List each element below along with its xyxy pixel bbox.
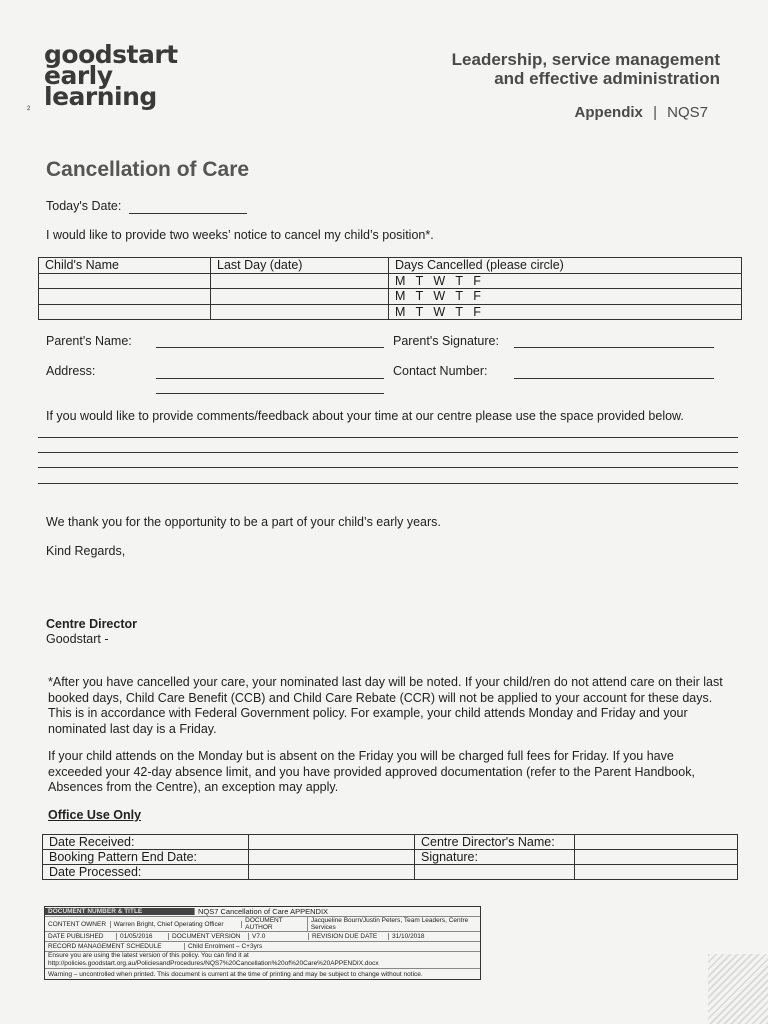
- signature-label: Signature:: [415, 850, 575, 865]
- header-line-2: and effective administration: [494, 69, 720, 88]
- revision-label: REVISION DUE DATE: [309, 933, 389, 940]
- footer-row-dates: [45, 932, 480, 942]
- version-value: V7.0: [249, 933, 309, 940]
- last-day-cell[interactable]: [211, 273, 389, 289]
- empty-cell: [415, 865, 575, 880]
- days-cell[interactable]: M T W T F: [389, 289, 742, 305]
- parents-name-label: Parent's Name:: [46, 334, 132, 348]
- corner-decoration: [708, 954, 768, 1024]
- doc-number-value: NQS7 Cancellation of Care APPENDIX: [198, 907, 329, 916]
- contact-number-field[interactable]: [514, 378, 714, 379]
- doc-number-label: DOCUMENT NUMBER & TITLE: [45, 908, 195, 915]
- booking-end-label: Booking Pattern End Date:: [43, 850, 249, 865]
- feedback-prompt: If you would like to provide comments/feedback about your time at our centre please use the space provided below.: [46, 409, 684, 423]
- child-name-cell[interactable]: [39, 273, 211, 289]
- header-line-1: Leadership, service management: [451, 50, 720, 69]
- warning-text: Warning – uncontrolled when printed. This document is current at the time of printing and may be subject to change without notice.: [48, 970, 423, 978]
- author-value: Jacqueline Bourn/Justin Peters, Team Leaders, Centre Services: [310, 917, 469, 931]
- office-use-table: [42, 834, 738, 880]
- date-received-label: Date Received:: [43, 835, 249, 850]
- feedback-line-4[interactable]: [38, 483, 738, 484]
- parents-signature-label: Parent's Signature:: [393, 334, 499, 348]
- director-org: Goodstart -: [46, 632, 109, 646]
- appendix-label: [575, 104, 708, 121]
- table-row: [39, 289, 742, 305]
- table-row: [43, 865, 738, 880]
- version-label: DOCUMENT VERSION: [169, 933, 249, 940]
- logo-mark: ²: [27, 105, 31, 116]
- table-row: [39, 273, 742, 289]
- date-processed-field[interactable]: [249, 865, 415, 880]
- feedback-line-2[interactable]: [38, 452, 738, 453]
- signature-field[interactable]: [575, 850, 738, 865]
- appendix-code: NQS7: [667, 104, 708, 121]
- logo-line-1: goodstart: [44, 40, 178, 69]
- table-row: [39, 304, 742, 320]
- feedback-line-3[interactable]: [38, 467, 738, 468]
- director-title: Centre Director: [46, 617, 137, 631]
- goodstart-logo: [44, 40, 178, 111]
- logo-line-3: learning: [44, 82, 157, 111]
- note-1: *After you have cancelled your care, your nominated last day will be noted. If your child/ren do not attend care on their last booked days, Child Care Benefit (CCB) and Child Care Rebate (CCR) will not be applied to your account for these days. This is in accordance with Federal Government policy. For example, your child attends Monday and Friday and your nominated last day is a Friday.: [48, 675, 723, 736]
- owner-value: Warren Bright, Chief Operating Officer: [111, 921, 243, 928]
- footer-row-warning: [45, 969, 480, 979]
- footer-row-schedule: [45, 942, 480, 952]
- booking-end-field[interactable]: [249, 850, 415, 865]
- ensure-text: Ensure you are using the latest version of this policy. You can find it at http://policies.goodstart.org.au/PoliciesandProcedures/NQS7%20Cancellation%20of%20Care%20APPENDIX.docx: [48, 952, 379, 967]
- regards-text: Kind Regards,: [46, 544, 126, 558]
- schedule-value: Child Enrolment – C+3yrs: [188, 943, 263, 950]
- todays-date-row: [46, 199, 247, 214]
- note-2: If your child attends on the Monday but is absent on the Friday you will be charged full fees for Friday. If you have exceeded your 42-day absence limit, and you have provided approved documentation (refer to the Parent Handbook, Absences from the Centre), an exception may apply.: [48, 749, 695, 794]
- appendix-separator: |: [653, 104, 657, 121]
- appendix-word: Appendix: [574, 104, 643, 121]
- owner-label: CONTENT OWNER: [45, 921, 111, 928]
- feedback-line-1[interactable]: [38, 437, 738, 438]
- header-subtitle: [452, 50, 720, 88]
- revision-value: 31/10/2018: [392, 933, 425, 940]
- todays-date-label: Today's Date:: [46, 199, 122, 213]
- children-table: [38, 257, 742, 320]
- contact-number-label: Contact Number:: [393, 364, 488, 378]
- table-row: [43, 850, 738, 865]
- footer-row-doc: [45, 907, 480, 917]
- director-name-label: Centre Director's Name:: [415, 835, 575, 850]
- schedule-label: RECORD MANAGEMENT SCHEDULE: [45, 943, 185, 950]
- days-cell[interactable]: M T W T F: [389, 304, 742, 320]
- col-last-day: Last Day (date): [211, 258, 389, 274]
- footer-row-ensure: [45, 952, 480, 969]
- table-row: [43, 835, 738, 850]
- footer-row-owner: [45, 917, 480, 932]
- days-cell[interactable]: M T W T F: [389, 273, 742, 289]
- table-header-row: [39, 258, 742, 274]
- last-day-cell[interactable]: [211, 304, 389, 320]
- thanks-text: We thank you for the opportunity to be a part of your child’s early years.: [46, 515, 441, 529]
- author-label: DOCUMENT AUTHOR: [242, 917, 308, 931]
- empty-cell: [575, 865, 738, 880]
- parents-name-field[interactable]: [156, 347, 384, 348]
- todays-date-field[interactable]: [129, 199, 247, 214]
- child-name-cell[interactable]: [39, 304, 211, 320]
- col-childs-name: Child's Name: [39, 258, 211, 274]
- logo-line-2: early: [44, 61, 113, 90]
- address-field-2[interactable]: [156, 393, 384, 394]
- address-label: Address:: [46, 364, 96, 378]
- child-name-cell[interactable]: [39, 289, 211, 305]
- date-received-field[interactable]: [249, 835, 415, 850]
- last-day-cell[interactable]: [211, 289, 389, 305]
- published-value: 01/05/2016: [117, 933, 169, 940]
- page-title: Cancellation of Care: [46, 158, 250, 181]
- office-use-heading: Office Use Only: [48, 808, 142, 822]
- address-field-1[interactable]: [156, 378, 384, 379]
- published-label: DATE PUBLISHED: [45, 933, 117, 940]
- parents-signature-field[interactable]: [514, 347, 714, 348]
- notice-text: I would like to provide two weeks’ notice to cancel my child’s position*.: [46, 228, 434, 242]
- director-name-field[interactable]: [575, 835, 738, 850]
- col-days-cancelled: Days Cancelled (please circle): [389, 258, 742, 274]
- date-processed-label: Date Processed:: [43, 865, 249, 880]
- document-control-footer: [44, 906, 481, 980]
